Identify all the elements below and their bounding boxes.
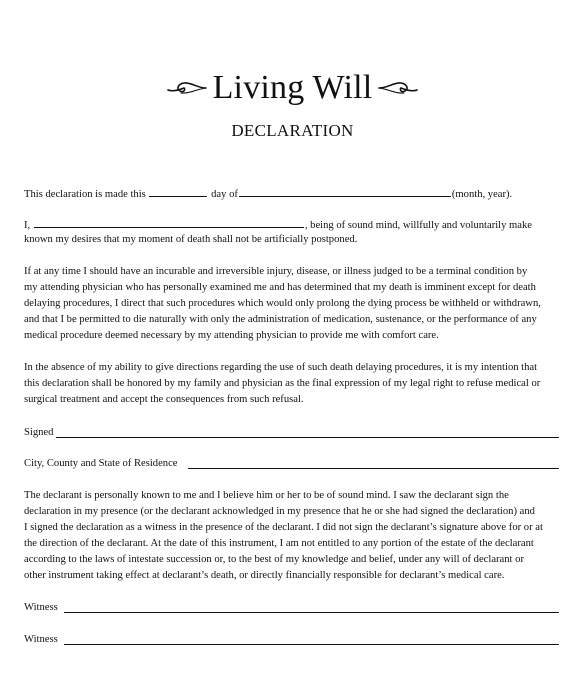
declarant-name-blank[interactable] (34, 216, 304, 228)
para2-line: surgical treatment and accept the consequences from such refusal. (24, 394, 304, 405)
intro-text-1: This declaration is made this (24, 189, 146, 200)
para3-line: I signed the declaration as a witness in the presence of the declarant. I did not sign the declarant’s signature above for or at (24, 522, 543, 533)
signature-line[interactable] (56, 437, 559, 438)
document-subtitle: DECLARATION (231, 121, 354, 140)
para1-line: If at any time I should have an incurable and irreversible injury, disease, or illness judged to be a terminal condition by (24, 266, 528, 277)
intro-text-3: (month, year). (451, 189, 513, 200)
name-prefix: I, (24, 220, 31, 231)
para3-line: according to the laws of intestate succession or, to the best of my knowledge and belief, under any will of declarant or (24, 554, 524, 565)
witness-2-line[interactable] (64, 644, 559, 645)
para3-line: other instrument taking effect at declarant’s death, or directly financially responsible for declarant’s medical care. (24, 570, 505, 581)
month-year-blank[interactable] (239, 185, 451, 197)
left-flourish-icon (167, 78, 207, 98)
witness-1-label: Witness (24, 602, 58, 613)
day-blank[interactable] (149, 185, 207, 197)
signed-label: Signed (24, 427, 54, 438)
residence-line[interactable] (188, 468, 559, 469)
para1-line: medical procedure deemed necessary by my attending physician to provide me with comfort care. (24, 330, 439, 341)
document-title: Living Will (212, 69, 373, 106)
witness-1-line[interactable] (64, 612, 559, 613)
para1-line: my attending physician who has personally examined me and has determined that my death is imminent except for death (24, 282, 536, 293)
para2-line: In the absence of my ability to give directions regarding the use of such death delaying procedures, it is my intention that (24, 362, 538, 373)
para3-line: the direction of the declarant. At the date of this instrument, I am not entitled to any portion of the estate of the declarant (24, 538, 534, 549)
witness-2-label: Witness (24, 634, 58, 645)
para1-line: and that I be permitted to die naturally with only the administration of medication, sustenance, or the performance of any (24, 314, 537, 325)
name-clause-line-2: known my desires that my moment of death shall not be artificially postponed. (24, 234, 358, 245)
name-suffix: , being of sound mind, willfully and voluntarily make (304, 220, 532, 231)
para2-line: this declaration shall be honored by my family and physician as the final expression of my legal right to refuse medical or (24, 378, 541, 389)
para1-line: delaying procedures, I direct that such procedures which would only prolong the dying process be withheld or withdrawn, (24, 298, 541, 309)
para3-line: The declarant is personally known to me and I believe him or her to be of sound mind. I saw the declarant sign the (24, 490, 509, 501)
intro-text-2: day of (211, 189, 238, 200)
residence-label: City, County and State of Residence (24, 458, 178, 469)
intro-line (24, 185, 512, 203)
right-flourish-icon (378, 78, 418, 98)
title-row (0, 66, 585, 110)
para3-line: declaration in my presence (or the declarant acknowledged in my presence that he or she had signed the declaration) and (24, 506, 535, 517)
